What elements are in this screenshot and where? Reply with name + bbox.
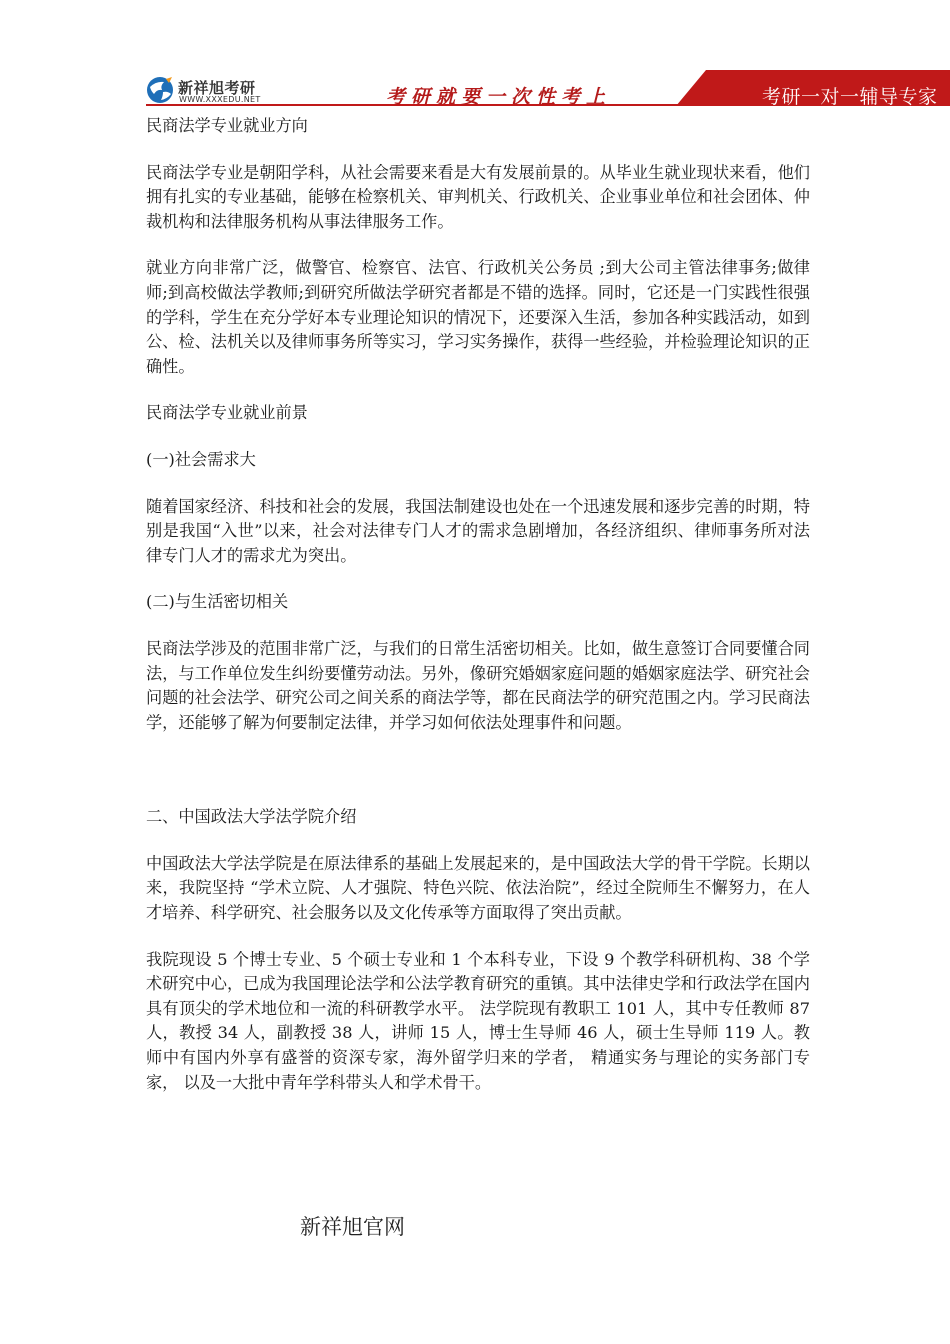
brand-logo[interactable]: [146, 76, 286, 106]
header-tagline: 考研一对一辅导专家: [762, 86, 938, 108]
footer-brand: 新祥旭官网: [300, 1215, 405, 1239]
logo-title: 新祥旭考研: [178, 79, 256, 97]
paragraph: 二、中国政法大学法学院介绍: [146, 807, 357, 827]
paragraph: 中国政法大学法学院是在原法律系的基础上发展起来的，是中国政法大学的骨干学院。长期以来，我院坚持 “学术立院、人才强院、特色兴院、依法治院”，经过全院师生不懈努力，在人才培养、科学研究、社会服务以及文化传承等方面取得了突出贡献。: [146, 853, 810, 923]
paragraph: 民商法学专业是朝阳学科，从社会需要来看是大有发展前景的。从毕业生就业现状来看，他们拥有扎实的专业基础，能够在检察机关、审判机关、行政机关、企业事业单位和社会团体、仲裁机构和法律服务机构从事法律服务工作。: [146, 162, 810, 231]
paragraph: 民商法学涉及的范围非常广泛，与我们的日常生活密切相关。比如，做生意签订合同要懂合同法，与工作单位发生纠纷要懂劳动法。另外，像研究婚姻家庭问题的婚姻家庭法学、研究社会问题的社会法学、研究公司之间关系的商法学等，都在民商法学的研究范围之内。学习民商法学，还能够了解为何要制定法律，并学习如何依法处理事件和问题。: [146, 638, 810, 732]
logo-url: WWW.XXXEDU.NET: [179, 95, 261, 104]
paragraph: 民商法学专业就业前景: [146, 403, 308, 423]
header-slogan: 考研就要一次性考上: [386, 86, 612, 108]
paragraph: 我院现设 5 个博士专业、5 个硕士专业和 1 个本科专业，下设 9 个教学科研机构、38 个学术研究中心，已成为我国理论法学和公法学教育研究的重镇。其中法律史学和行政法学在国内具有顶尖的学术地位和一流的科研教学水平。 法学院现有教职工 101 人，其中专任教师 87 人，教授 34 人，副教授 38 人，讲师 15 人，博士生导师 46 人，硕士生导师 119 人。教师中有国内外享有盛誉的资深专家，海外留学归来的学者， 精通实务与理论的实务部门专家， 以及一大批中青年学科带头人和学术骨干。: [146, 949, 810, 1092]
page-header: [0, 0, 950, 112]
paragraph: (二)与生活密切相关: [146, 592, 289, 612]
paragraph: (一)社会需求大: [146, 449, 256, 469]
globe-icon: [146, 76, 174, 104]
document-body: [146, 110, 810, 1095]
paragraph: 随着国家经济、科技和社会的发展，我国法制建设也处在一个迅速发展和逐步完善的时期，特别是我国“入世”以来，社会对法律专门人才的需求急剧增加，各经济组织、律师事务所对法律专门人才的需求尤为突出。: [146, 496, 810, 565]
paragraph: 就业方向非常广泛，做警官、检察官、法官、行政机关公务员 ;到大公司主管法律事务;做律师;到高校做法学教师;到研究所做法学研究者都是不错的选择。同时，它还是一门实践性很强的学科，学生在充分学好本专业理论知识的情况下，还要深入生活，参加各种实践活动，如到公、检、法机关以及律师事务所等实习，学习实务操作，获得一些经验，并检验理论知识的正确性。: [146, 258, 810, 376]
paragraph: 民商法学专业就业方向: [146, 116, 308, 135]
